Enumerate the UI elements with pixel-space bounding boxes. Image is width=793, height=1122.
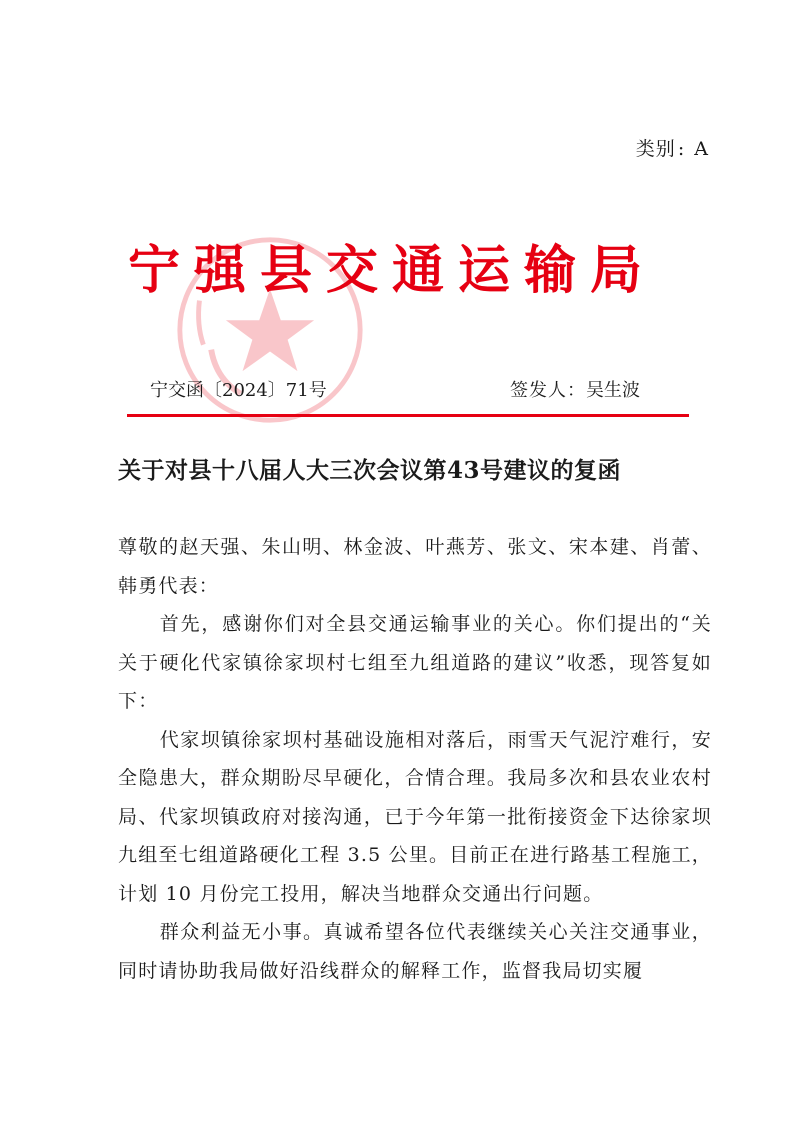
document-body (118, 528, 712, 990)
body-paragraph: 群众利益无小事。真诚希望各位代表继续关心关注交通事业，同时请协助我局做好沿线群众的解释工作，监督我局切实履 (118, 921, 712, 982)
issuer (510, 376, 640, 402)
letterhead-title: 宁强县交通运输局 (128, 241, 657, 301)
body-paragraph: 代家坝镇徐家坝村基础设施相对落后，雨雪天气泥泞难行，安全隐患大，群众期盼尽早硬化，合情合理。我局多次和县农业农村局、代家坝镇政府对接沟通，已于今年第一批衔接资金下达徐家坝九组至七组道路硬化工程 3.5 公里。目前正在进行路基工程施工，计划 10 月份完工投用，解决当地群众交通出行问题。 (118, 728, 712, 905)
salutation: 尊敬的赵天强、朱山明、林金波、叶燕芳、张文、宋本建、肖蕾、韩勇代表： (118, 536, 712, 597)
category-label: 类别 : A (635, 138, 709, 160)
category-value: A (694, 138, 709, 160)
issuer-label: 签发人： (510, 380, 586, 401)
letterhead-divider (127, 414, 689, 417)
document-number: 宁交函〔2024〕71号 (150, 380, 327, 401)
document-title: 关于对县十八届人大三次会议第43号建议的复函 (118, 457, 622, 484)
body-paragraph: 首先，感谢你们对全县交通运输事业的关心。你们提出的“关关于硬化代家镇徐家坝村七组至九组道路的建议”收悉，现答复如下： (118, 613, 712, 712)
issuer-name: 吴生波 (586, 380, 640, 401)
